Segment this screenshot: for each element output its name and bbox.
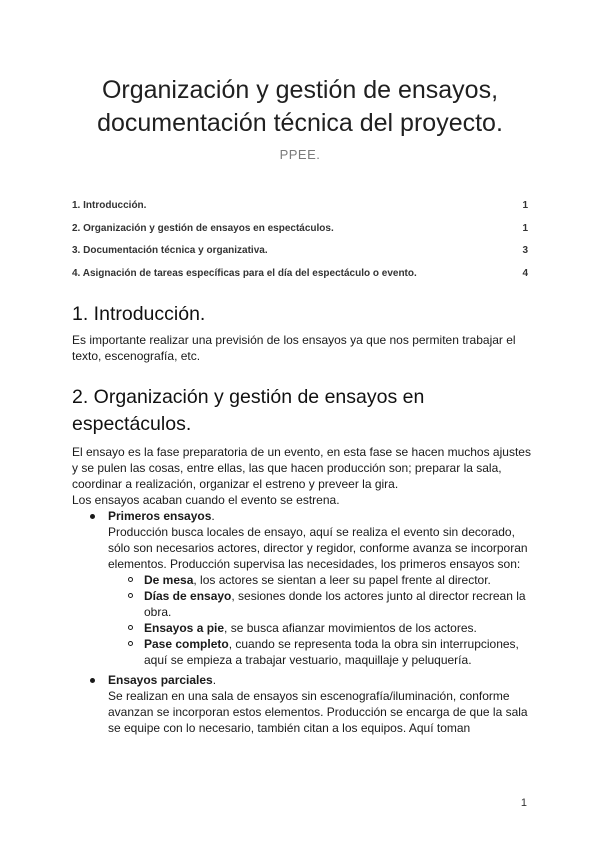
- sub-item-title: Ensayos a pie: [144, 621, 225, 635]
- bullet-circle-icon: [128, 577, 133, 582]
- section-2-paragraph-1: El ensayo es la fase preparatoria de un evento, en esta fase se hacen muchos ajustes y se pulen las cosas, entre ellas, las que hacen producción son; preparar la sala, coordinar a realización, organizar el estreno y preveer la gira.: [72, 445, 531, 491]
- table-of-contents: [72, 199, 528, 289]
- toc-entry-label: 3. Documentación técnica y organizativa.: [72, 245, 268, 256]
- sub-list-item: [72, 620, 532, 636]
- sub-item-text: , cuando se representa toda la obra sin interrupciones, aquí se empieza a trabajar vestuario, maquillaje y peluquería.: [144, 637, 519, 667]
- sub-item-text: , sesiones donde los actores junto al director recrean la obra.: [144, 589, 526, 619]
- sub-item-text: , los actores se sientan a leer su papel frente al director.: [193, 573, 491, 587]
- bullet-circle-icon: [128, 625, 133, 630]
- bullet-title: Primeros ensayos: [108, 509, 212, 523]
- sub-item-title: Días de ensayo: [144, 589, 232, 603]
- section-2-paragraph-2: Los ensayos acaban cuando el evento se estrena.: [72, 493, 340, 507]
- section-1-heading: 1. Introducción.: [72, 303, 206, 325]
- bullet-title: Ensayos parciales: [108, 673, 213, 687]
- sub-item-text: , se busca afianzar movimientos de los actores.: [224, 621, 477, 635]
- bullet-circle-icon: [128, 593, 133, 598]
- title-line-1: Organización y gestión de ensayos,: [101, 76, 499, 104]
- toc-entry-4[interactable]: [72, 267, 528, 290]
- bullet-title-end: .: [211, 509, 215, 523]
- section-1-paragraph: Es importante realizar una previsión de los ensayos ya que nos permiten trabajar el texto, escenografía, etc.: [72, 333, 516, 363]
- bullet-list: [72, 508, 532, 736]
- sub-item-title: Pase completo: [144, 637, 229, 651]
- toc-entry-page: 1: [522, 222, 528, 234]
- toc-entry-label: 4. Asignación de tareas específicas para el día del espectáculo o evento.: [72, 267, 417, 279]
- bullet-dot-icon: [90, 514, 95, 519]
- toc-entry-2[interactable]: [72, 222, 528, 245]
- bullet-text: Se realizan en una sala de ensayos sin escenografía/iluminación, conforme avanzan se incorporan estos elementos. Producción se encarga de que la sala se equipe con lo necesario, también citan a los equipos. Aquí toman: [108, 689, 528, 735]
- bullet-title-end: .: [212, 673, 217, 687]
- toc-entry-label: 1. Introducción.: [72, 200, 147, 211]
- toc-entry-page: 1: [522, 200, 528, 211]
- toc-entry-1[interactable]: [72, 199, 528, 222]
- toc-entry-label: 2. Organización y gestión de ensayos en espectáculos.: [72, 222, 334, 234]
- page-number: 1: [520, 797, 527, 809]
- list-item: [72, 672, 532, 736]
- list-item: [72, 508, 532, 572]
- title-line-2: documentación técnica del proyecto.: [97, 109, 503, 137]
- sub-list-item: [72, 572, 532, 588]
- toc-entry-page: 4: [522, 267, 528, 279]
- document-title: [40, 74, 560, 140]
- toc-entry-page: 3: [522, 245, 528, 256]
- bullet-circle-icon: [128, 641, 133, 646]
- section-2-heading-line-2: espectáculos.: [72, 413, 192, 435]
- bullet-dot-icon: [90, 678, 95, 683]
- sub-item-title: De mesa: [144, 573, 194, 587]
- sub-list-item: [72, 636, 532, 668]
- section-2-heading-line-1: 2. Organización y gestión de ensayos en: [72, 386, 425, 408]
- section-2-heading: [72, 384, 532, 438]
- sub-list-item: [72, 588, 532, 620]
- bullet-text: Producción busca locales de ensayo, aquí se realiza el evento sin decorado, sólo son necesarios actores, director y regidor, conforme avanza se incorporan elementos. Producción supervisa las necesidades, los primeros ensayos son:: [108, 525, 528, 571]
- document-subtitle: PPEE.: [279, 147, 321, 162]
- toc-entry-3[interactable]: [72, 244, 528, 267]
